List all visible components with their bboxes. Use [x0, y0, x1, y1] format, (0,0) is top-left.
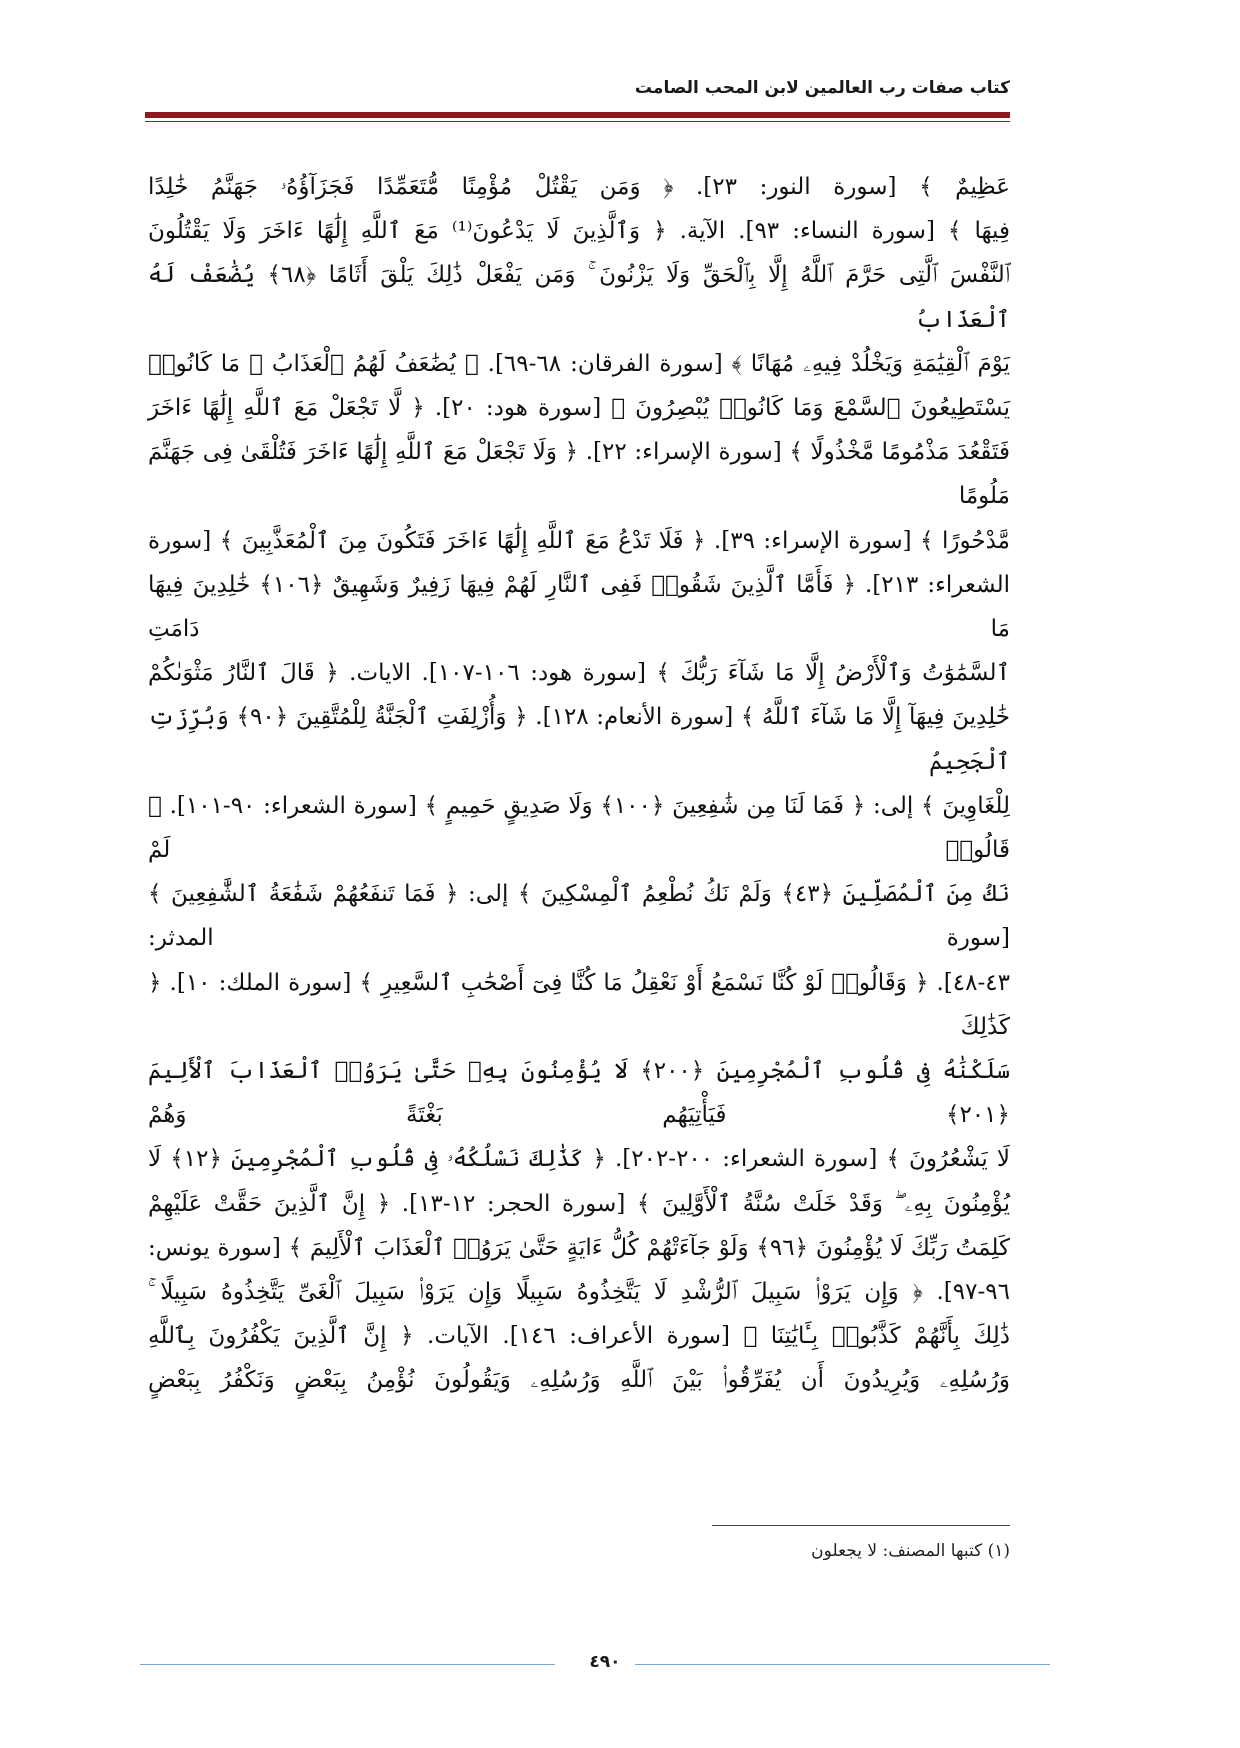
- text-line: فِيهَا ﴾ [سورة النساء: ٩٣]. الآية. ﴿ وَٱلَّذِينَ لَا يَدْعُونَ⁽¹⁾ مَعَ ٱللَّهِ إِلَٰهًا ءَاخَرَ وَلَا يَقْتُلُونَ: [148, 218, 1010, 245]
- text-line: ذَٰلِكَ بِأَنَّهُمْ كَذَّبُوا۟ بِـَٔايَٰتِنَا ﴾ [سورة الأعراف: ١٤٦]. الآيات. ﴿ إِنَّ ٱلَّذِينَ يَكْفُرُونَ بِٱللَّهِ: [148, 1323, 1010, 1350]
- text-line: كَلِمَتُ رَبِّكَ لَا يُؤْمِنُونَ ﴿٩٦﴾ وَلَوْ جَآءَتْهُمْ كُلُّ ءَايَةٍ حَتَّىٰ يَرَوُا۟ ٱلْعَذَابَ ٱلْأَلِيمَ ﴾ [سورة يونس:: [148, 1234, 1010, 1261]
- book-title: كتاب صفات رب العالمين لابن المحب الصامت: [634, 78, 1010, 98]
- text-line: ٱلنَّفْسَ ٱلَّتِى حَرَّمَ ٱللَّهُ إِلَّا بِٱلْحَقِّ وَلَا يَزْنُونَ ۚ وَمَن يَفْعَلْ ذَٰلِكَ يَلْقَ أَثَامًا ﴿٦٨﴾ يُضَٰعَفْ لَهُ ٱلْعَذَابُ: [148, 262, 1011, 333]
- text-line: لَا يَشْعُرُونَ ﴾ [سورة الشعراء: ٢٠٠-٢٠٢]. ﴿ كَذَٰلِكَ نَسْلُكُهُۥ فِى قُلُوبِ ٱلْمُجْرِمِينَ ﴿١٢﴾ لَا: [148, 1146, 1010, 1173]
- text-line: يَوْمَ ٱلْقِيَٰمَةِ وَيَخْلُدْ فِيهِۦ مُهَانًا ﴾ [سورة الفرقان: ٦٨-٦٩]. ﴿ يُضَٰعَفُ لَهُمُ ٱلْعَذَابُ ۚ مَا كَانُوا۟: [148, 350, 1010, 377]
- text-line: عَظِيمٌ ﴾ [سورة النور: ٢٣]. ﴿ وَمَن يَقْتُلْ مُؤْمِنًا مُّتَعَمِّدًا فَجَزَآؤُهُۥ جَهَنَّمُ خَٰلِدًا: [148, 174, 1010, 200]
- main-text: [148, 165, 1010, 1403]
- text-line: الشعراء: ٢١٣]. ﴿ فَأَمَّا ٱلَّذِينَ شَقُوا۟ فَفِى ٱلنَّارِ لَهُمْ فِيهَا زَفِيرٌ وَشَهِيقٌ ﴿١٠٦﴾ خَٰلِدِينَ فِيهَا مَا دَامَتِ: [148, 571, 1011, 643]
- text-line: وَرُسُلِهِۦ وَيُرِيدُونَ أَن يُفَرِّقُوا۟ بَيْنَ ٱللَّهِ وَرُسُلِهِۦ وَيَقُولُونَ نُؤْمِنُ بِبَعْضٍ وَنَكْفُرُ بِبَعْضٍ: [148, 1367, 1010, 1394]
- text-line: نَكُ مِنَ ٱلْمُصَلِّينَ ﴿٤٣﴾ وَلَمْ نَكُ نُطْعِمُ ٱلْمِسْكِينَ ﴾ إلى: ﴿ فَمَا تَنفَعُهُمْ شَفَٰعَةُ ٱلشَّٰفِعِينَ ﴾ [سورة المدثر:: [148, 881, 1010, 952]
- text-line: يَسْتَطِيعُونَ ٱلسَّمْعَ وَمَا كَانُوا۟ يُبْصِرُونَ ﴾ [سورة هود: ٢٠]. ﴿ لَّا تَجْعَلْ مَعَ ٱللَّهِ إِلَٰهًا ءَاخَرَ: [148, 395, 1011, 422]
- footnote: (١) كتبها المصنف: لا يجعلون: [811, 1541, 1010, 1561]
- text-line: ٩٦-٩٧]. ﴿ وَإِن يَرَوْا۟ سَبِيلَ ٱلرُّشْدِ لَا يَتَّخِذُوهُ سَبِيلًا وَإِن يَرَوْا۟ سَبِيلَ ٱلْغَىِّ يَتَّخِذُوهُ سَبِيلًا ۚ: [148, 1279, 1010, 1306]
- text-line: ٤٣-٤٨]. ﴿ وَقَالُوا۟ لَوْ كُنَّا نَسْمَعُ أَوْ نَعْقِلُ مَا كُنَّا فِىٓ أَصْحَٰبِ ٱلسَّعِيرِ ﴾ [سورة الملك: ١٠]. ﴿ كَذَٰلِكَ: [148, 969, 1010, 1040]
- text-line: ٱلسَّمَٰوَٰتُ وَٱلْأَرْضُ إِلَّا مَا شَآءَ رَبُّكَ ﴾ [سورة هود: ١٠٦-١٠٧]. الايات. ﴿ قَالَ ٱلنَّارُ مَثْوَىٰكُمْ: [148, 660, 1010, 687]
- page-number: ٤٩٠: [589, 1652, 621, 1672]
- text-line: فَتَقْعُدَ مَذْمُومًا مَّخْذُولًا ﴾ [سورة الإسراء: ٢٢]. ﴿ وَلَا تَجْعَلْ مَعَ ٱللَّهِ إِلَٰهًا ءَاخَرَ فَتُلْقَىٰ فِى جَهَنَّمَ مَلُومًا: [148, 439, 1010, 510]
- footnote-divider: [712, 1525, 1010, 1526]
- footer-rule-right: [635, 1664, 1050, 1665]
- text-line: مَّدْحُورًا ﴾ [سورة الإسراء: ٣٩]. ﴿ فَلَا تَدْعُ مَعَ ٱللَّهِ إِلَٰهًا ءَاخَرَ فَتَكُونَ مِنَ ٱلْمُعَذَّبِينَ ﴾ [سورة: [148, 527, 1010, 554]
- header-divider-thick: [145, 112, 1010, 118]
- running-header: [100, 78, 1010, 98]
- text-line: سَلَكْنَٰهُ فِى قُلُوبِ ٱلْمُجْرِمِينَ ﴿٢٠٠﴾ لَا يُؤْمِنُونَ بِهِۦ حَتَّىٰ يَرَوُا۟ ٱلْعَذَابَ ٱلْأَلِيمَ ﴿٢٠١﴾ فَيَأْتِيَهُم بَغْتَةً وَهُمْ: [148, 1058, 1010, 1129]
- text-line: يُؤْمِنُونَ بِهِۦ ۖ وَقَدْ خَلَتْ سُنَّةُ ٱلْأَوَّلِينَ ﴾ [سورة الحجر: ١٢-١٣]. ﴿ إِنَّ ٱلَّذِينَ حَقَّتْ عَلَيْهِمْ: [148, 1190, 1011, 1217]
- header-divider-thin: [145, 121, 1010, 122]
- footer-rule-left: [140, 1664, 555, 1665]
- text-line: خَٰلِدِينَ فِيهَآ إِلَّا مَا شَآءَ ٱللَّهُ ﴾ [سورة الأنعام: ١٢٨]. ﴿ وَأُزْلِفَتِ ٱلْجَنَّةُ لِلْمُتَّقِينَ ﴿٩٠﴾ وَبُرِّزَتِ ٱلْجَحِيمُ: [148, 704, 1011, 775]
- text-line: لِلْغَاوِينَ ﴾ إلى: ﴿ فَمَا لَنَا مِن شَٰفِعِينَ ﴿١٠٠﴾ وَلَا صَدِيقٍ حَمِيمٍ ﴾ [سورة الشعراء: ٩٠-١٠١]. ﴿ قَالُوا۟ لَمْ: [148, 792, 1011, 864]
